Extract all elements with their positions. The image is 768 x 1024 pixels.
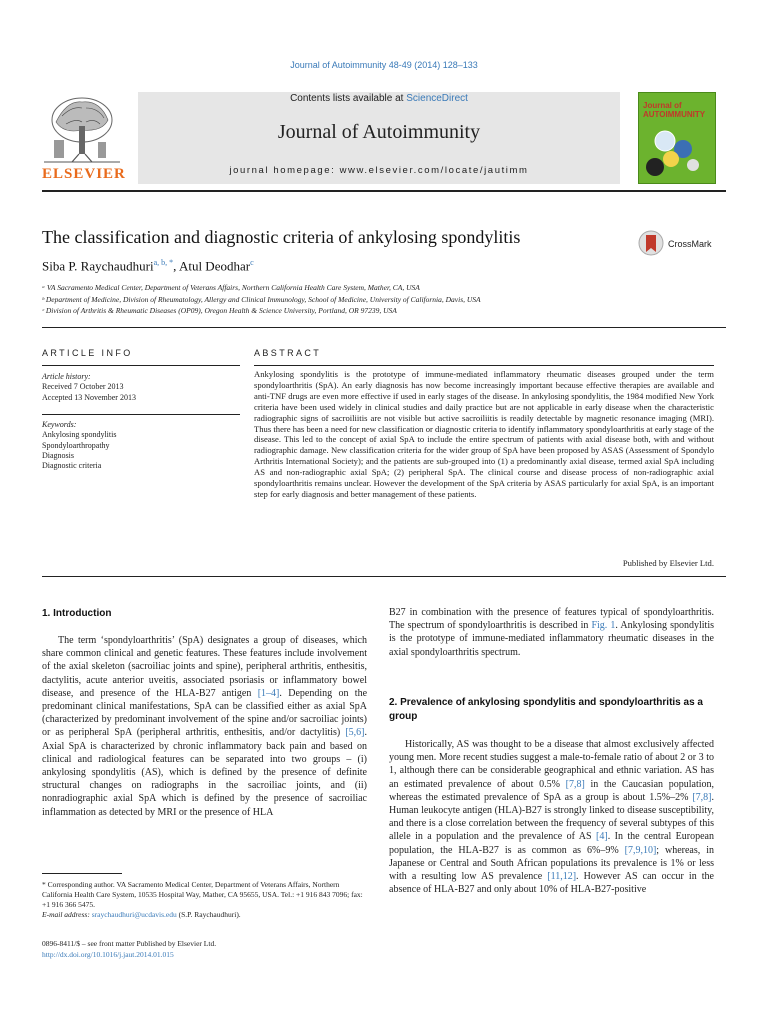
sciencedirect-link[interactable]: ScienceDirect xyxy=(406,93,468,104)
affiliation-c: ᶜ Division of Arthritis & Rheumatic Diseases (OP09), Oregon Health & Science University, Portland, OR 97239, USA xyxy=(42,306,397,315)
email-link[interactable]: sraychaudhuri@ucdavis.edu xyxy=(91,910,177,919)
author-1[interactable]: Siba P. Raychaudhuri xyxy=(42,258,154,274)
section-2-heading: 2. Prevalence of ankylosing spondylitis and spondyloarthritis as a group xyxy=(389,697,703,722)
article-info-heading: ARTICLE INFO xyxy=(42,348,133,358)
received-date: Received 7 October 2013 xyxy=(42,382,124,392)
article-history xyxy=(42,372,136,403)
header-rule xyxy=(42,190,726,192)
issn-doi-block xyxy=(42,938,216,960)
crossmark-badge[interactable] xyxy=(638,230,718,256)
section-1-heading: 1. Introduction xyxy=(42,608,112,619)
keywords-block xyxy=(42,420,116,471)
journal-title: Journal of Autoimmunity xyxy=(277,121,481,143)
cover-art-icon xyxy=(645,123,709,179)
doi-link[interactable]: http://dx.doi.org/10.1016/j.jaut.2014.01.015 xyxy=(42,950,174,959)
footnote-rule xyxy=(42,873,122,874)
citation-link[interactable]: [7,9,10] xyxy=(624,844,657,856)
journal-cover-image xyxy=(638,92,716,184)
abstract-rule xyxy=(254,365,714,366)
citation-link[interactable]: [4] xyxy=(596,831,608,843)
corresponding-author-footnote xyxy=(42,880,367,920)
keywords-label: Keywords: xyxy=(42,420,77,429)
author-2[interactable]: Atul Deodhar xyxy=(178,258,251,274)
contents-prefix: Contents lists available at xyxy=(290,93,407,104)
section-1-paragraph: The term ‘spondyloarthritis’ (SpA) designates a group of diseases, which share common clinical and genetic features. These features include involvement of the axial skeleton (sacroiliac joints and spine), peripheral arthritis, enthesitis, dactylitis, acute anterior uveitis, associated psoriasis or inflammatory bowel disease, and presence of the HLA-B27 antigen [1–4]. Depending on the predominant clinical manifestations, SpA can be classified either as axial SpA (characterized by predominant involvement of the spine and/or sacroiliac joints) or as peripheral SpA (peripheral arthritis, enthesitis, and/or dactylitis) [5,6]. Axial SpA is characterized by chronic inflammatory back pain and based on clinical and radiological features can be separated into two groups – (i) ankylosing spondylitis (AS), which is defined by the presence of definite structural changes on radiographs in the sacroiliac joints, and (ii) nonradiographic axial SpA which is defined by the presence of sacroiliac inflammation as detected by MRI or the presence of HLA xyxy=(42,635,368,818)
issn-line: 0896-8411/$ – see front matter Published by Elsevier Ltd. xyxy=(42,939,217,948)
paper-title: The classification and diagnostic criteria of ankylosing spondylitis xyxy=(42,227,521,247)
author-2-affiliation[interactable]: c xyxy=(250,258,254,267)
article-info-rule xyxy=(42,365,240,366)
section-2-paragraph: Historically, AS was thought to be a disease that almost exclusively affected young men. More recent studies suggest a male-to-female ratio of about 2 or 3 to 1, although there can be considerable geographical and ethnic variation. AS has an estimated prevalence of about 0.5% [7,8] in the Caucasian population, whereas the estimated prevalence of SpA as a group is about 1.5%–2% [7,8]. Human leukocyte antigen (HLA)-B27 is strongly linked to disease susceptibility, and there is a close correlation between the frequency of several subtypes of this allele in a population and the prevalence of AS [4]. In the central European population, the HLA-B27 is as common as 6%–9% [7,9,10]; whereas, in Japanese or Central and South African populations its prevalence is 1% or less with a resulting low AS prevalence [11,12]. However AS can occur in the absence of HLA-B27 and only about 10% of HLA-B27-positive xyxy=(389,739,714,896)
elsevier-wordmark: ELSEVIER xyxy=(42,166,126,182)
history-label: Article history: xyxy=(42,372,91,381)
abstract-heading: ABSTRACT xyxy=(254,348,322,358)
cover-title: Journal of AUTOIMMUNITY xyxy=(643,101,706,119)
abstract-bottom-rule xyxy=(42,576,726,577)
author-1-affiliations[interactable]: a, b, * xyxy=(153,258,174,267)
citation-link[interactable]: [11,12] xyxy=(547,871,577,883)
contents-line xyxy=(138,93,620,104)
citation-link[interactable]: [7,8] xyxy=(692,791,712,803)
authors xyxy=(42,258,254,274)
section-1-continued: B27 in combination with the presence of features typical of spondyloarthritis. The spectrum of spondyloarthritis is described in Fig. 1. Ankylosing spondylitis is the prototype of immune-mediated inflammatory rheumatic diseases in the axial spondyloarthritis spectrum. xyxy=(389,607,715,658)
keyword: Ankylosing spondylitis xyxy=(42,430,117,440)
author-separator: , xyxy=(173,258,179,274)
keyword: Diagnosis xyxy=(42,450,74,460)
keyword: Spondyloarthropathy xyxy=(42,440,110,450)
citation-link[interactable]: [7,8] xyxy=(565,778,585,790)
journal-reference[interactable]: Journal of Autoimmunity 48-49 (2014) 128–133 xyxy=(290,60,478,70)
published-by: Published by Elsevier Ltd. xyxy=(622,558,714,568)
history-rule xyxy=(42,414,240,415)
affiliation-b: ᵇ Department of Medicine, Division of Rheumatology, Allergy and Clinical Immunology, School of Medicine, University of California, Davis, USA xyxy=(42,295,481,304)
citation-link[interactable]: [1–4] xyxy=(257,687,280,699)
corresponding-text: * Corresponding author. VA Sacramento Medical Center, Department of Veterans Affairs, Northern California Health Care System, 10535 Hospital Way, Mather, CA 95655, USA. Tel.: +1 916 843 7096; fax: +1 916 366 5475. xyxy=(42,880,363,909)
affiliation-a: ᵃ VA Sacramento Medical Center, Department of Veterans Affairs, Northern California Health Care System, Mather, CA, USA xyxy=(42,283,420,292)
citation-link[interactable]: [5,6] xyxy=(345,727,365,739)
title-rule xyxy=(42,327,726,328)
accepted-date: Accepted 13 November 2013 xyxy=(42,392,136,402)
abstract-text: Ankylosing spondylitis is the prototype of immune-mediated inflammatory rheumatic diseases grouped under the term spondyloarthritis (SpA). An early diagnosis has now become increasingly important because effective therapies are available and anti-TNF drugs are even more effective if used in early stages of the disease. In ankylosing spondylitis, the 1984 modified New York criteria have been used widely in clinical studies and daily practice but are not applicable in early disease when the characteristic radiographic signs of sacroiliitis are not visible but active sacroiliitis is readily detectable by magnetic resonance imaging (MRI). Thus there has been a need for new classification or diagnostic criteria to identify inflammatory spondyloarthritis at early stage of the disease. This led to the concept of axial SpA to include the entire spectrum of patients with axial disease both, with and without radiographic damage. New classification criteria for the wider group of SpA have been proposed by ASAS (Assessment of Spondylo Arthritis International Society); and the patients are sub-grouped into (1) a predominantly axial disease, termed axial SpA including AS and non-radiographic axial SpA; (2) peripheral SpA. The clinical course and disease process of non-radiographic axial spondyloarthritis remains unclear. However the development of the SpA criteria by ASAS particularly for axial SpA, is an important step for early diagnosis and better management of these patients. xyxy=(254,369,714,499)
journal-homepage-link[interactable]: journal homepage: www.elsevier.com/locate/jautimm xyxy=(229,165,529,176)
keyword: Diagnostic criteria xyxy=(42,461,102,471)
figure-link[interactable]: Fig. 1 xyxy=(591,620,616,632)
email-line: E-mail address: sraychaudhuri@ucdavis.edu (S.P. Raychaudhuri). xyxy=(42,910,241,919)
crossmark-label: CrossMark xyxy=(668,239,712,249)
